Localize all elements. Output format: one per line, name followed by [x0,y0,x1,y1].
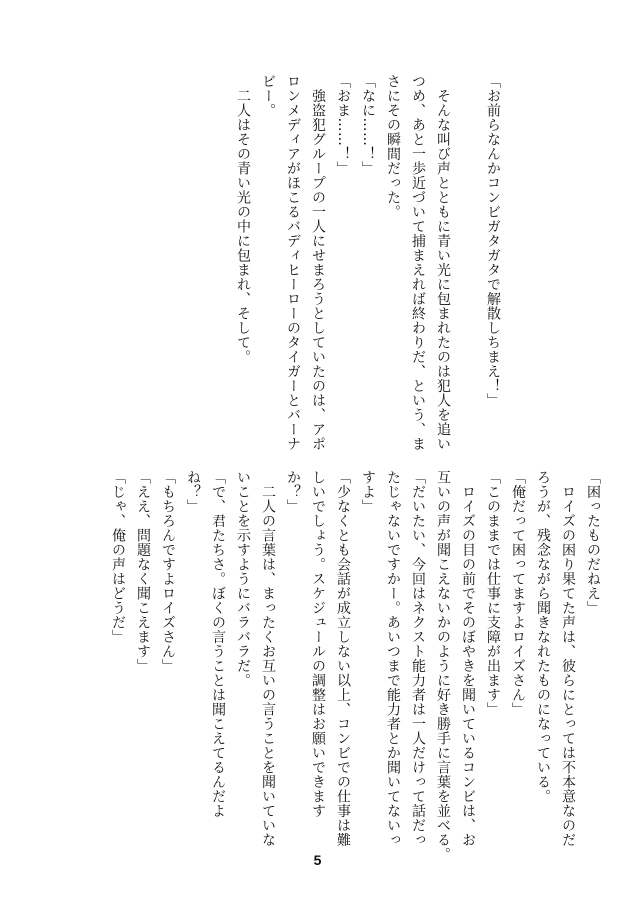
text-line: ね？」 [185,470,201,514]
text-line: 二人はその青い光の中に包まれ、そして。 [235,74,251,364]
text-line: 「困ったものだねえ」 [585,470,601,615]
text-line: ロイズの目の前でそのぼやきを聞いているコンビは、お [460,470,476,847]
text-line: いことを示すようにバラバラだ。 [235,470,251,688]
text-line: たじゃないですかー。あいつまで能力者とか聞いてないっ [385,470,401,847]
text-line: 「で、君たちさ。ぼくの言うことは聞こえてるんだよ [210,470,226,818]
text-line: 互いの声が聞こえないかのように好き勝手に言葉を並べる。 [435,470,451,862]
text-line: か？」 [285,470,301,514]
text-line: 「だいたい、今回はネクスト能力者は一人だけって話だっ [410,470,426,847]
page-number: 5 [313,852,322,868]
text-line: 「もちろんですよロイズさん」 [160,470,176,673]
text-line: つめ、あと一歩近づいて捕まえれば終わりだ、という、ま [410,74,426,451]
text-line: そんな叫び声とともに青い光に包まれたのは犯人を追い [435,74,451,451]
text-line: 「じゃ、俺の声はどうだ」 [110,470,126,644]
text-line: 「少なくとも会話が成立しない以上、コンビでの仕事は難 [335,470,351,847]
text-line: すよ」 [360,470,376,514]
text-line: さにその瞬間だった。 [385,74,401,219]
text-line: 「俺だって困ってますよロイズさん」 [510,470,526,717]
text-block-top [145,74,505,464]
text-line: 「お前らなんかコンビガタガタで解散しちまえ！」 [485,74,501,408]
text-line: 「ええ、問題なく聞こえます」 [135,470,151,673]
text-line: 強盗犯グループの一人にせまろうとしていたのは、アポ [310,74,326,451]
text-line: ろうが、残念ながら聞きなれたものになっている。 [535,470,551,804]
text-line [455,74,480,464]
text-block-bottom [85,470,605,862]
text-line: 「このままでは仕事に支障が出ます」 [485,470,501,717]
text-line: 「おま……！」 [335,74,351,176]
text-line: ロイズの困り果てた声は、彼らにとっては不本意なのだ [560,470,576,847]
text-line: しいでしょう。スケジュールの調整はお願いできます [310,470,326,818]
text-line: ロンメディアがほこるバディヒーローのタイガーとバーナ [285,74,301,451]
text-line: 「なに……！」 [360,74,376,176]
text-line: ビー。 [260,74,276,118]
text-line: 二人の言葉は、まったくお互いの言うことを聞いていな [260,470,276,847]
